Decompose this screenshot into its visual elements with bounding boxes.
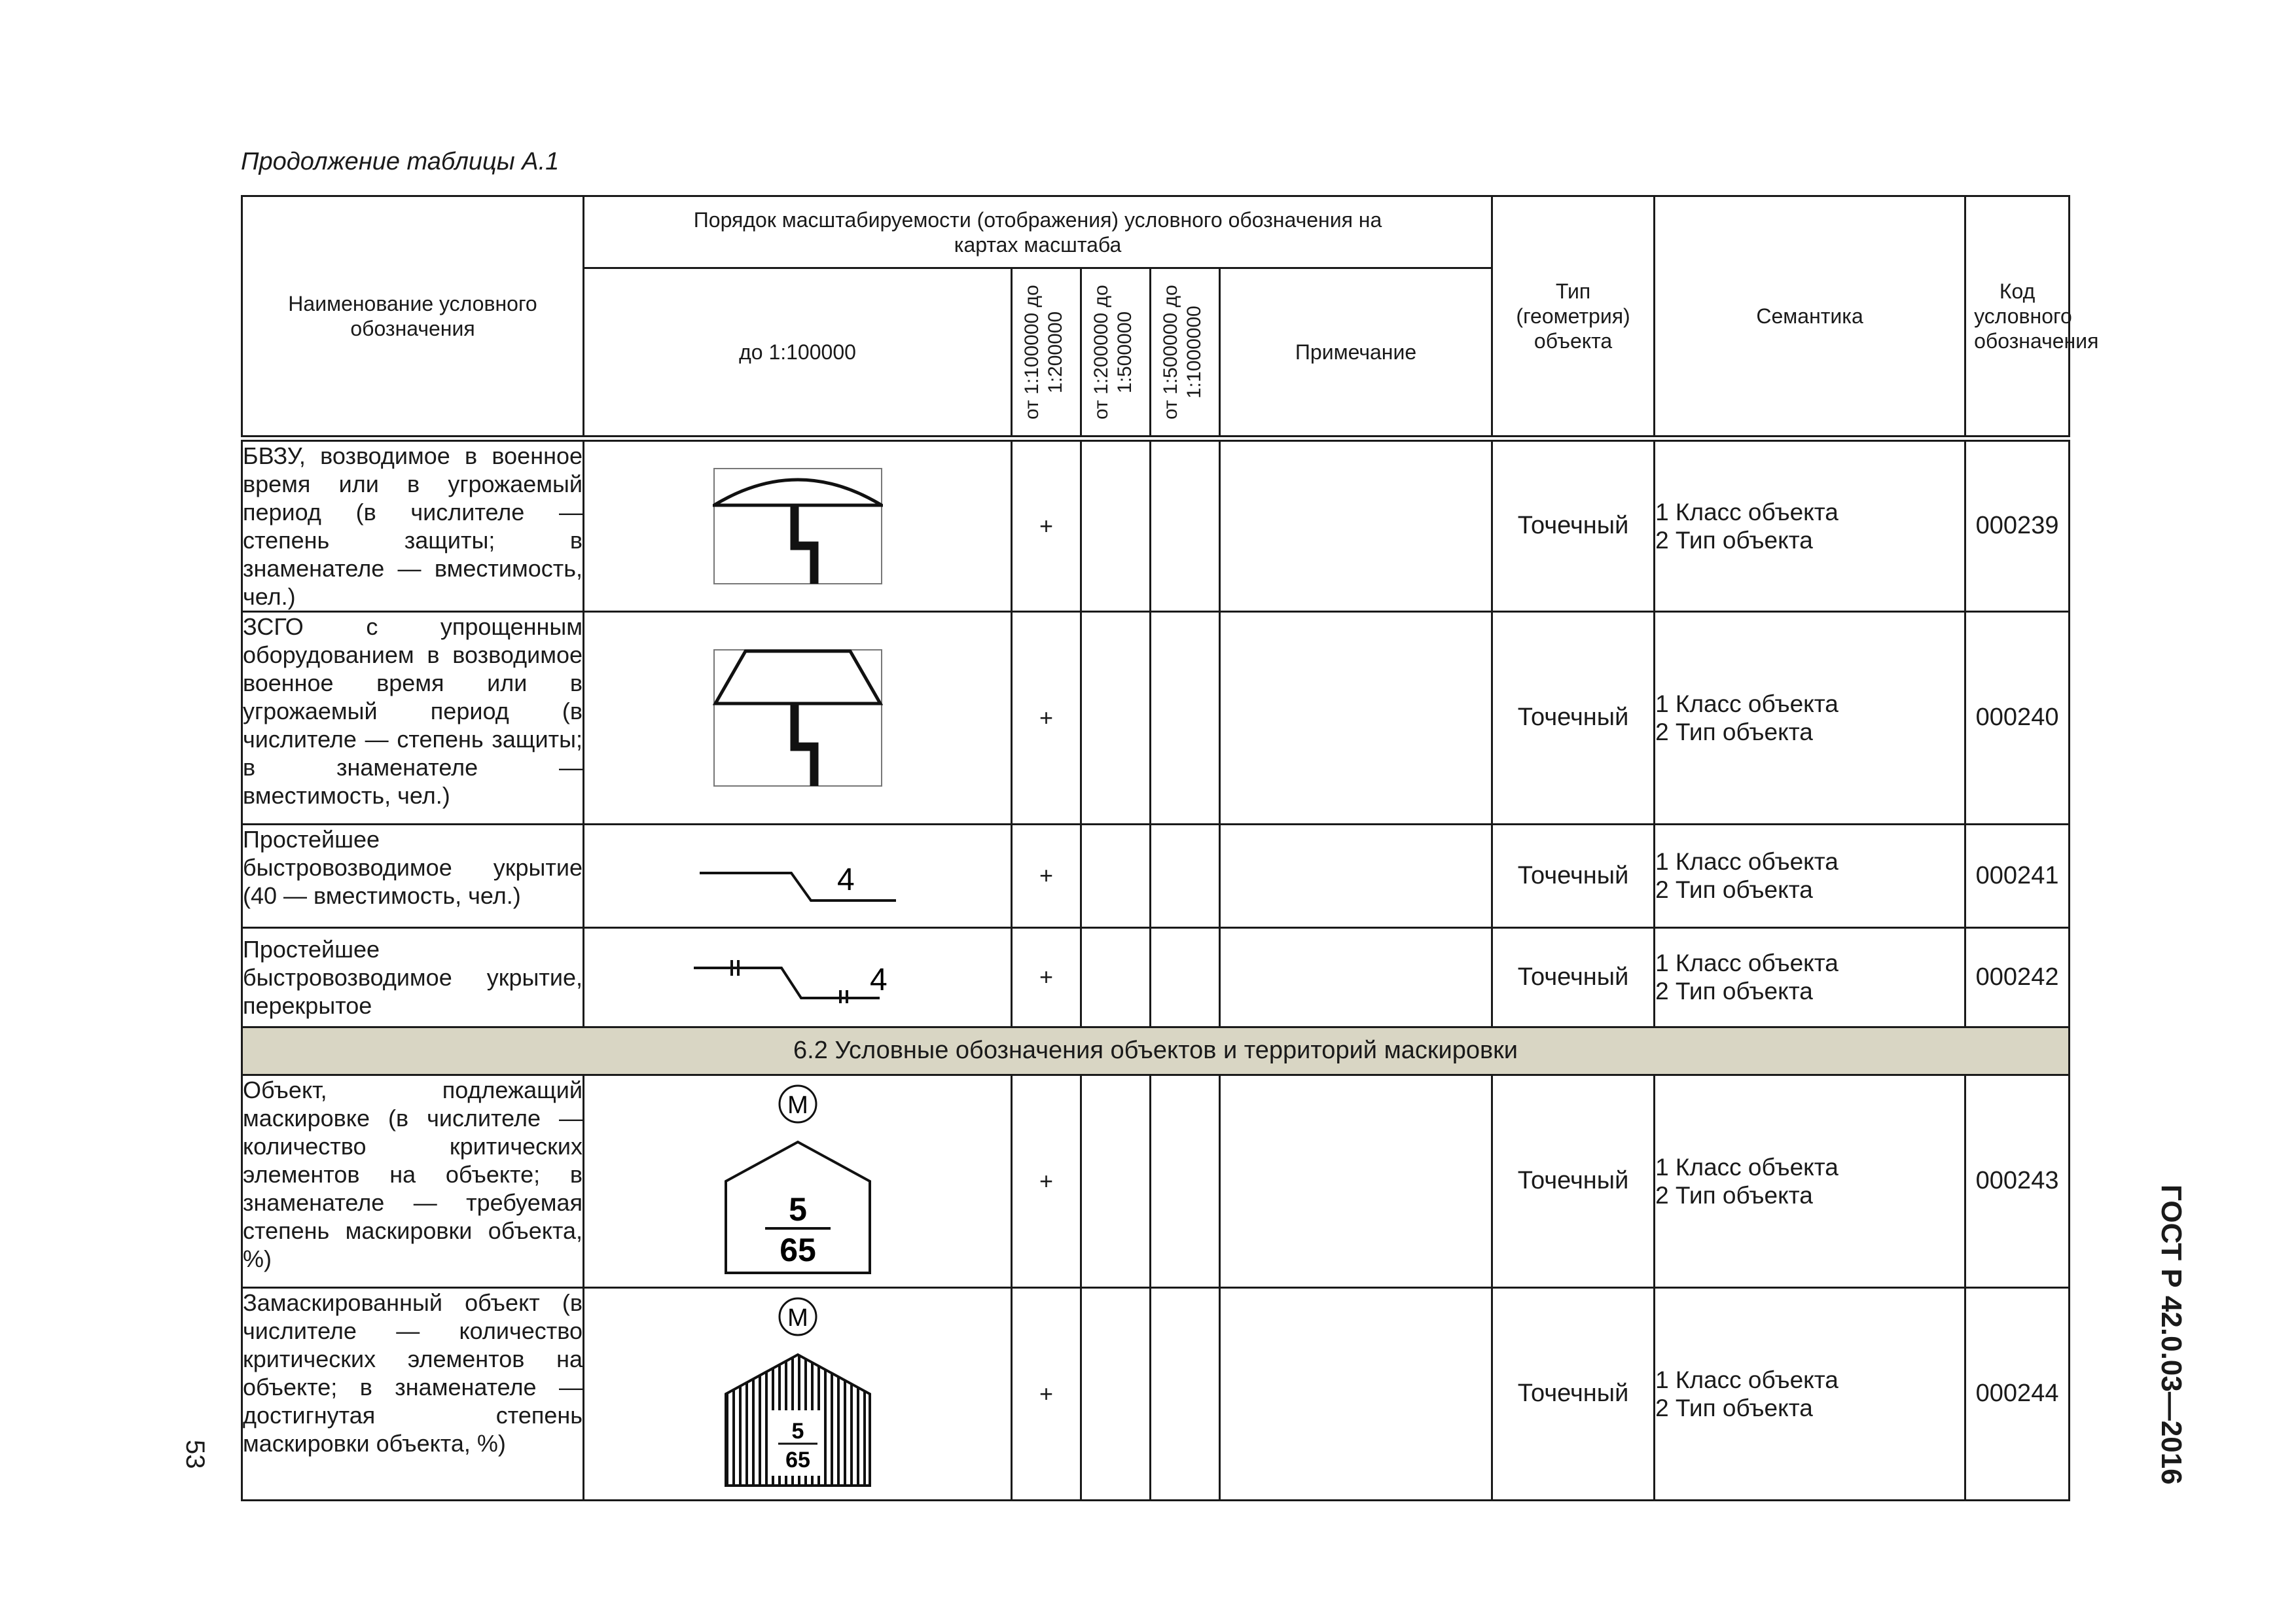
row-type: Точечный xyxy=(1492,824,1655,927)
svg-text:М: М xyxy=(787,1304,808,1332)
svg-text:4: 4 xyxy=(869,963,888,997)
svg-text:65: 65 xyxy=(779,1231,816,1268)
row-symbol xyxy=(584,1075,1012,1287)
header-semantics: Семантика xyxy=(1655,196,1965,438)
row-note xyxy=(1220,1287,1492,1500)
header-range-1: от 1:100000 до 1:200000 xyxy=(1012,268,1081,438)
header-note: Примечание xyxy=(1220,268,1492,438)
svg-text:65: 65 xyxy=(785,1447,810,1472)
header-to-100000: до 1:100000 xyxy=(584,268,1012,438)
row-empty xyxy=(1151,1075,1220,1287)
row-mark: + xyxy=(1012,438,1081,612)
row-semantics: 1 Класс объекта 2 Тип объекта xyxy=(1655,824,1965,927)
row-type: Точечный xyxy=(1492,438,1655,612)
table-row xyxy=(242,1287,2070,1500)
row-mark: + xyxy=(1012,1287,1081,1500)
page-number: 53 xyxy=(181,1440,209,1469)
row-symbol xyxy=(584,438,1012,612)
header-range-2: от 1:200000 до 1:500000 xyxy=(1081,268,1151,438)
table-row xyxy=(242,927,2070,1027)
row-semantics: 1 Класс объекта 2 Тип объекта xyxy=(1655,1075,1965,1287)
simple-cover-icon xyxy=(693,849,903,902)
row-symbol xyxy=(584,927,1012,1027)
header-scale-order: Порядок масштабируемости (отображения) условного обозначения на картах масштаба xyxy=(584,196,1492,268)
row-empty xyxy=(1151,824,1220,927)
header-name: Наименование условного обозначения xyxy=(242,196,584,438)
row-type: Точечный xyxy=(1492,1075,1655,1287)
row-code: 000242 xyxy=(1965,927,2070,1027)
row-note xyxy=(1220,438,1492,612)
row-name: Объект, подлежащий маскировке (в числителе — количество критических элементов на объекте; в знаменателе — требуемая степень маскировки объекта, %) xyxy=(242,1075,584,1287)
row-symbol xyxy=(584,611,1012,824)
row-note xyxy=(1220,824,1492,927)
row-semantics: 1 Класс объекта 2 Тип объекта xyxy=(1655,927,1965,1027)
row-empty xyxy=(1081,927,1151,1027)
row-note xyxy=(1220,611,1492,824)
table-row xyxy=(242,611,2070,824)
row-empty xyxy=(1151,927,1220,1027)
masked-object-icon xyxy=(713,1296,883,1492)
row-mark: + xyxy=(1012,1075,1081,1287)
row-semantics: 1 Класс объекта 2 Тип объекта xyxy=(1655,1287,1965,1500)
row-symbol xyxy=(584,824,1012,927)
row-name: Простейшее быстровозводимое укрытие, перекрытое xyxy=(242,927,584,1027)
svg-text:4: 4 xyxy=(836,863,855,897)
row-code: 000240 xyxy=(1965,611,2070,824)
row-name: ЗСГО с упрощенным оборудованием в возводимое военное время или в угрожаемый период (в числителе — степень защиты; в знаменателе — вместимость, чел.) xyxy=(242,611,584,824)
section-row xyxy=(242,1027,2070,1075)
symbols-table xyxy=(241,195,2099,1501)
row-note xyxy=(1220,1075,1492,1287)
table-row xyxy=(242,438,2070,612)
row-code: 000243 xyxy=(1965,1075,2070,1287)
table-row xyxy=(242,1075,2070,1287)
row-symbol xyxy=(584,1287,1012,1500)
header-code: Код условного обозначения xyxy=(1965,196,2070,438)
row-code: 000244 xyxy=(1965,1287,2070,1500)
header-type: Тип (геометрия) объекта xyxy=(1492,196,1655,438)
row-empty xyxy=(1151,611,1220,824)
row-semantics: 1 Класс объекта 2 Тип объекта xyxy=(1655,611,1965,824)
row-empty xyxy=(1081,824,1151,927)
row-mark: + xyxy=(1012,824,1081,927)
row-type: Точечный xyxy=(1492,927,1655,1027)
dome-shelter-icon xyxy=(713,467,883,585)
row-empty xyxy=(1081,611,1151,824)
table-row xyxy=(242,824,2070,927)
row-empty xyxy=(1081,438,1151,612)
covered-shelter-icon xyxy=(690,951,906,1003)
header-range-3: от 1:500000 до 1:1000000 xyxy=(1151,268,1220,438)
row-note xyxy=(1220,927,1492,1027)
row-empty xyxy=(1151,1287,1220,1500)
row-mark: + xyxy=(1012,611,1081,824)
row-mark: + xyxy=(1012,927,1081,1027)
row-semantics: 1 Класс объекта 2 Тип объекта xyxy=(1655,438,1965,612)
row-empty xyxy=(1151,438,1220,612)
svg-text:5: 5 xyxy=(791,1418,804,1444)
row-type: Точечный xyxy=(1492,1287,1655,1500)
row-code: 000241 xyxy=(1965,824,2070,927)
row-name: Замаскированный объект (в числителе — количество критических элементов на объекте; в знаменателе — достигнутая степень маскировки объекта, %) xyxy=(242,1287,584,1500)
row-empty xyxy=(1081,1075,1151,1287)
svg-text:5: 5 xyxy=(788,1190,807,1228)
row-code: 000239 xyxy=(1965,438,2070,612)
row-name: БВЗУ, возводимое в военное время или в угрожаемый период (в числителе — степень защиты; в знаменателе — вместимость, чел.) xyxy=(242,438,584,612)
table-caption: Продолжение таблицы А.1 xyxy=(241,148,560,175)
masking-object-icon xyxy=(713,1083,883,1279)
row-empty xyxy=(1081,1287,1151,1500)
row-name: Простейшее быстровозводимое укрытие (40 — вместимость, чел.) xyxy=(242,824,584,927)
standard-designation: ГОСТ Р 42.0.03—2016 xyxy=(2155,1185,2187,1485)
svg-text:М: М xyxy=(787,1091,808,1119)
trapezoid-shelter-icon xyxy=(713,649,883,787)
row-type: Точечный xyxy=(1492,611,1655,824)
section-title: 6.2 Условные обозначения объектов и территорий маскировки xyxy=(242,1027,2070,1075)
